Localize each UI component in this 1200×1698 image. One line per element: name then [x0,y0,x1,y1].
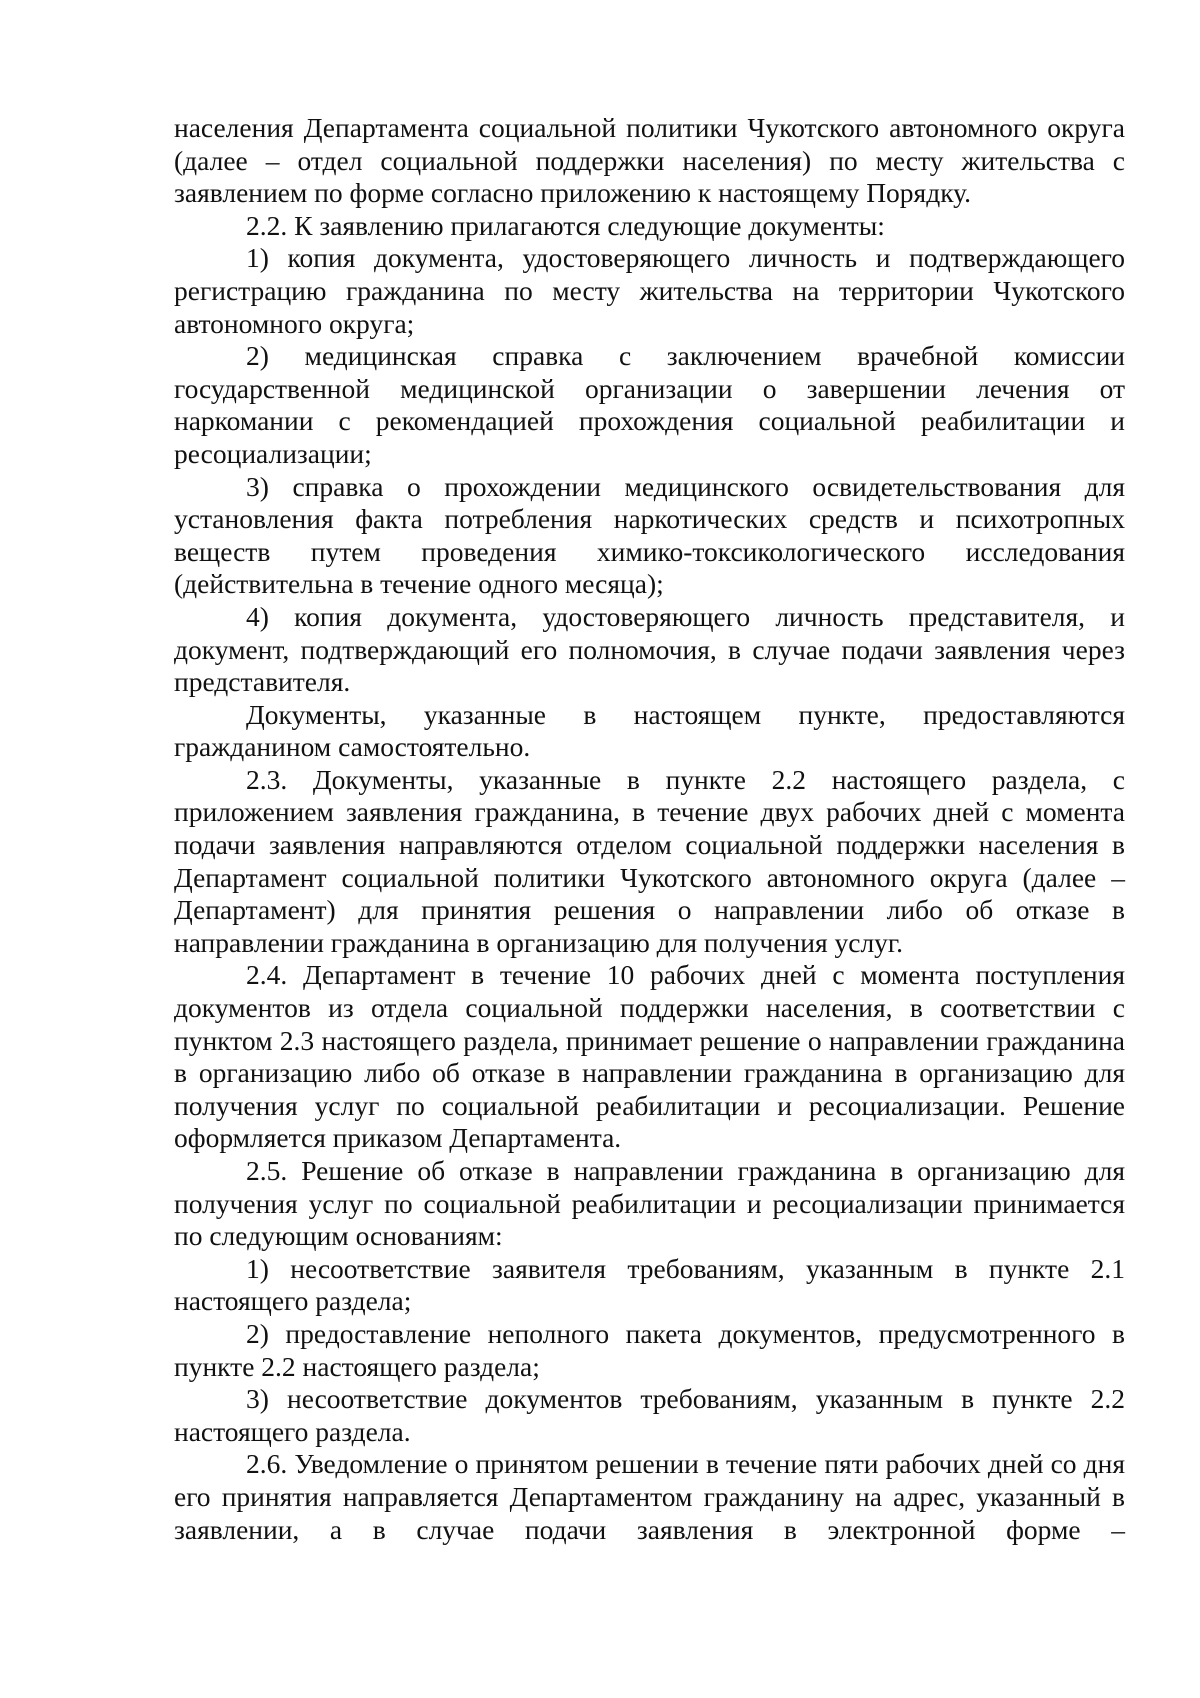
paragraph-2-5: 2.5. Решение об отказе в направлении гражданина в организацию для получения услуг по социальной реабилитации и ресоциализации принимается по следующим основаниям: [174,1155,1125,1252]
paragraph-2-2-item-1: 1) копия документа, удостоверяющего личность и подтверждающего регистрацию гражданина по месту жительства на территории Чукотского автономного округа; [174,242,1125,339]
paragraph-2-2-heading: 2.2. К заявлению прилагаются следующие документы: [246,209,885,241]
paragraph-2-2-item-3: 3) справка о прохождении медицинского освидетельствования для установления факта потребления наркотических средств и психотропных веществ путем проведения химико-токсикологического исследования (действительна в течение одного месяца); [174,470,1125,600]
paragraph-documents-note: Документы, указанные в настоящем пункте, предоставляются гражданином самостоятельно. [174,698,1125,763]
paragraph-2-2-item-4: 4) копия документа, удостоверяющего личность представителя, и документ, подтверждающий его полномочия, в случае подачи заявления через представителя. [174,600,1125,698]
document-page [174,112,1125,1546]
paragraph-2-5-item-3: 3) несоответствие документов требованиям, указанным в пункте 2.2 настоящего раздела. [174,1383,1125,1447]
paragraph-2-5-item-1: 1) несоответствие заявителя требованиям, указанным в пункте 2.1 настоящего раздела; [174,1252,1125,1317]
paragraph-residence-application: населения Департамента социальной политики Чукотского автономного округа (далее – отдел социальной поддержки населения) по месту жительства с заявлением по форме согласно приложению к настоящему Порядку. [174,112,1125,209]
paragraph-2-2-item-2: 2) медицинская справка с заключением врачебной комиссии государственной медицинской организации о завершении лечения от наркомании с рекомендацией прохождения социальной реабилитации и ресоциализации; [174,340,1125,469]
paragraph-2-6: 2.6. Уведомление о принятом решении в течение пяти рабочих дней со дня его принятия направляется Департаментом гражданину на адрес, указанный в заявлении, а в случае подачи заявления в электронной форме – [174,1448,1125,1545]
paragraph-2-3: 2.3. Документы, указанные в пункте 2.2 настоящего раздела, с приложением заявления гражданина, в течение двух рабочих дней с момента подачи заявления направляются отделом социальной поддержки населения в Департамент социальной политики Чукотского автономного округа (далее – Департамент) для принятия решения о направлении либо об отказе в направлении гражданина в организацию для получения услуг. [174,763,1125,958]
paragraph-2-5-item-2: 2) предоставление неполного пакета документов, предусмотренного в пункте 2.2 настоящего раздела; [174,1317,1125,1382]
paragraph-2-4: 2.4. Департамент в течение 10 рабочих дней с момента поступления документов из отдела социальной поддержки населения, в соответствии с пунктом 2.3 настоящего раздела, принимает решение о направлении гражданина в организацию либо об отказе в направлении гражданина в организацию для получения услуг по социальной реабилитации и ресоциализации. Решение оформляется приказом Департамента. [174,959,1125,1154]
